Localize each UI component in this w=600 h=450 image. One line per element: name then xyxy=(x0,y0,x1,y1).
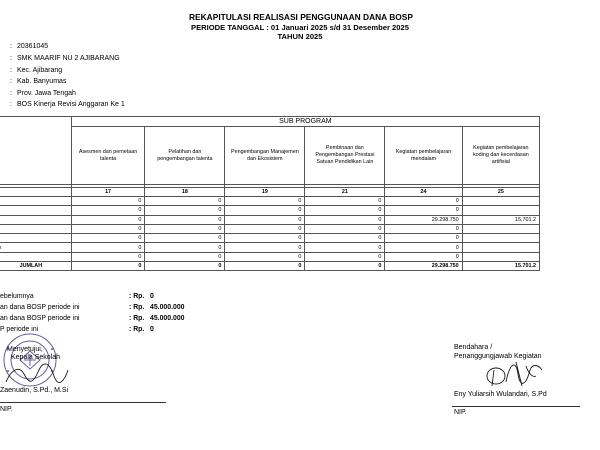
amount-cell: 0 xyxy=(71,215,145,224)
amount-cell: 0 xyxy=(225,234,305,243)
right-handwritten-signature xyxy=(482,356,550,392)
standard-name xyxy=(0,197,71,206)
left-title-label: Kepala Sekolah xyxy=(11,354,61,361)
amount-cell: 0 xyxy=(71,224,145,233)
amount-cell: 0 xyxy=(71,206,145,215)
amount-cell: 0 xyxy=(305,215,385,224)
total-row xyxy=(0,262,540,271)
column-number: 17 xyxy=(71,188,145,197)
amount-cell: 0 xyxy=(145,197,225,206)
amount-cell: 0 xyxy=(305,234,385,243)
amount-cell: 0 xyxy=(385,206,462,215)
amount-cell: 0 xyxy=(71,252,145,261)
summary-currency: : Rp. xyxy=(129,293,145,300)
amount-cell xyxy=(462,224,539,233)
table-row xyxy=(0,243,540,252)
sub-program-column-header: Pelatihan dan pengembangan talenta xyxy=(145,127,225,185)
report-title: REKAPITULASI REALISASI PENGGUNAAN DANA BOSP xyxy=(189,12,413,22)
amount-cell: 0 xyxy=(71,262,145,271)
amount-cell: 0 xyxy=(385,197,462,206)
report-year: TAHUN 2025 xyxy=(277,32,323,42)
left-approval-label: Menyetujui, xyxy=(7,346,43,353)
left-signature-line xyxy=(0,402,166,403)
sub-program-column-header: Kegiatan pembelajaran mendalam xyxy=(385,127,462,185)
column-number: 25 xyxy=(462,188,539,197)
table-row xyxy=(0,252,540,261)
amount-cell: 0 xyxy=(225,206,305,215)
column-number: 21 xyxy=(305,188,385,197)
standard-name xyxy=(0,252,71,261)
amount-cell: 0 xyxy=(145,224,225,233)
summary-label: ebelumnya xyxy=(0,293,34,300)
right-role-label: Bendahara / xyxy=(454,344,493,351)
amount-cell xyxy=(462,197,539,206)
amount-cell xyxy=(462,252,539,261)
total-label: JUMLAH xyxy=(0,262,71,271)
amount-cell: 0 xyxy=(385,252,462,261)
sub-program-column-header: Pembinaan dan Pengembangan Prestasi Satuan Pendidikan Lain xyxy=(305,127,385,185)
summary-amount: 45.000.000 xyxy=(150,304,185,311)
sub-program-column-header: Asesmen dan pemetaan talenta xyxy=(71,127,145,185)
right-nip: NIP. xyxy=(454,409,467,416)
amount-cell: 0 xyxy=(71,243,145,252)
amount-cell: 0 xyxy=(71,234,145,243)
left-nip: NIP. xyxy=(0,406,13,413)
left-handwritten-signature xyxy=(2,360,72,390)
amount-cell: 15.701.2 xyxy=(462,262,539,271)
summary-label: an dana BOSP periode ini xyxy=(0,315,80,322)
amount-cell: 0 xyxy=(305,243,385,252)
summary-label: P periode ini xyxy=(0,326,39,333)
info-colon: : xyxy=(10,43,12,50)
amount-cell: 0 xyxy=(305,197,385,206)
amount-cell: 0 xyxy=(305,262,385,271)
amount-cell: 0 xyxy=(385,243,462,252)
standard-name xyxy=(0,206,71,215)
right-signer-name: Eny Yuliarsih Wulandari, S.Pd xyxy=(454,391,547,398)
amount-cell: 0 xyxy=(225,243,305,252)
amount-cell: 0 xyxy=(145,252,225,261)
right-signature-line xyxy=(452,406,580,407)
summary-currency: : Rp. xyxy=(129,315,145,322)
info-colon: : xyxy=(10,78,12,85)
summary-amount: 45.000.000 xyxy=(150,315,185,322)
summary-currency: : Rp. xyxy=(129,326,145,333)
amount-cell: 0 xyxy=(145,215,225,224)
info-value: SMK MAARIF NU 2 AJIBARANG xyxy=(17,55,120,62)
table-row xyxy=(0,234,540,243)
info-colon: : xyxy=(10,55,12,62)
info-colon: : xyxy=(10,101,12,108)
amount-cell: 0 xyxy=(145,262,225,271)
sub-program-column-header: Pengembangan Manajemen dan Ekosistem xyxy=(225,127,305,185)
column-number: 24 xyxy=(385,188,462,197)
info-value: 20361045 xyxy=(17,43,49,50)
sub-program-header: SUB PROGRAM xyxy=(71,117,539,127)
report-title-block xyxy=(0,13,600,42)
table-row xyxy=(0,215,540,224)
standard-name xyxy=(0,215,71,224)
sub-program-column-header: Kegiatan pembelajaran koding dan kecerdasan artifisial xyxy=(462,127,539,185)
summary-amount: 0 xyxy=(150,293,154,300)
table-row xyxy=(0,197,540,206)
amount-cell: 0 xyxy=(145,243,225,252)
summary-label: an dana BOSP periode ini xyxy=(0,304,80,311)
standard-name xyxy=(0,243,71,252)
info-value: Prov. Jawa Tengah xyxy=(17,90,76,97)
amount-cell: 0 xyxy=(225,252,305,261)
standard-name xyxy=(0,224,71,233)
amount-cell: 0 xyxy=(225,262,305,271)
info-value: Kec. Ajibarang xyxy=(17,67,63,74)
amount-cell: 15.701.2 xyxy=(462,215,539,224)
amount-cell: 0 xyxy=(305,206,385,215)
report-period: PERIODE TANGGAL : 01 Januari 2025 s/d 31 Desember 2025 xyxy=(191,22,409,32)
info-value: Kab. Banyumas xyxy=(17,78,67,85)
amount-cell: 0 xyxy=(385,224,462,233)
right-title-label: Penanggungjawab Kegiatan xyxy=(454,353,542,360)
amount-cell: 0 xyxy=(305,252,385,261)
summary-amount: 0 xyxy=(150,326,154,333)
standard-name xyxy=(0,234,71,243)
left-signer-name: Zaenudin, S.Pd., M.Si xyxy=(0,387,69,394)
info-colon: : xyxy=(10,90,12,97)
amount-cell: 0 xyxy=(385,234,462,243)
amount-cell xyxy=(462,206,539,215)
amount-cell: 0 xyxy=(71,197,145,206)
summary-currency: : Rp. xyxy=(129,304,145,311)
column-number: 19 xyxy=(225,188,305,197)
amount-cell: 0 xyxy=(225,197,305,206)
column-number: 18 xyxy=(145,188,225,197)
info-value: BOS Kinerja Revisi Anggaran Ke 1 xyxy=(17,101,125,108)
amount-cell xyxy=(462,243,539,252)
realization-table xyxy=(0,116,540,271)
amount-cell: 0 xyxy=(305,224,385,233)
amount-cell: 29.298.750 xyxy=(385,215,462,224)
amount-cell: 0 xyxy=(225,215,305,224)
amount-cell: 0 xyxy=(145,206,225,215)
standard-header xyxy=(0,117,71,185)
info-colon: : xyxy=(10,67,12,74)
table-row xyxy=(0,224,540,233)
table-row xyxy=(0,206,540,215)
amount-cell xyxy=(462,234,539,243)
amount-cell: 0 xyxy=(145,234,225,243)
amount-cell: 29.298.750 xyxy=(385,262,462,271)
amount-cell: 0 xyxy=(225,224,305,233)
